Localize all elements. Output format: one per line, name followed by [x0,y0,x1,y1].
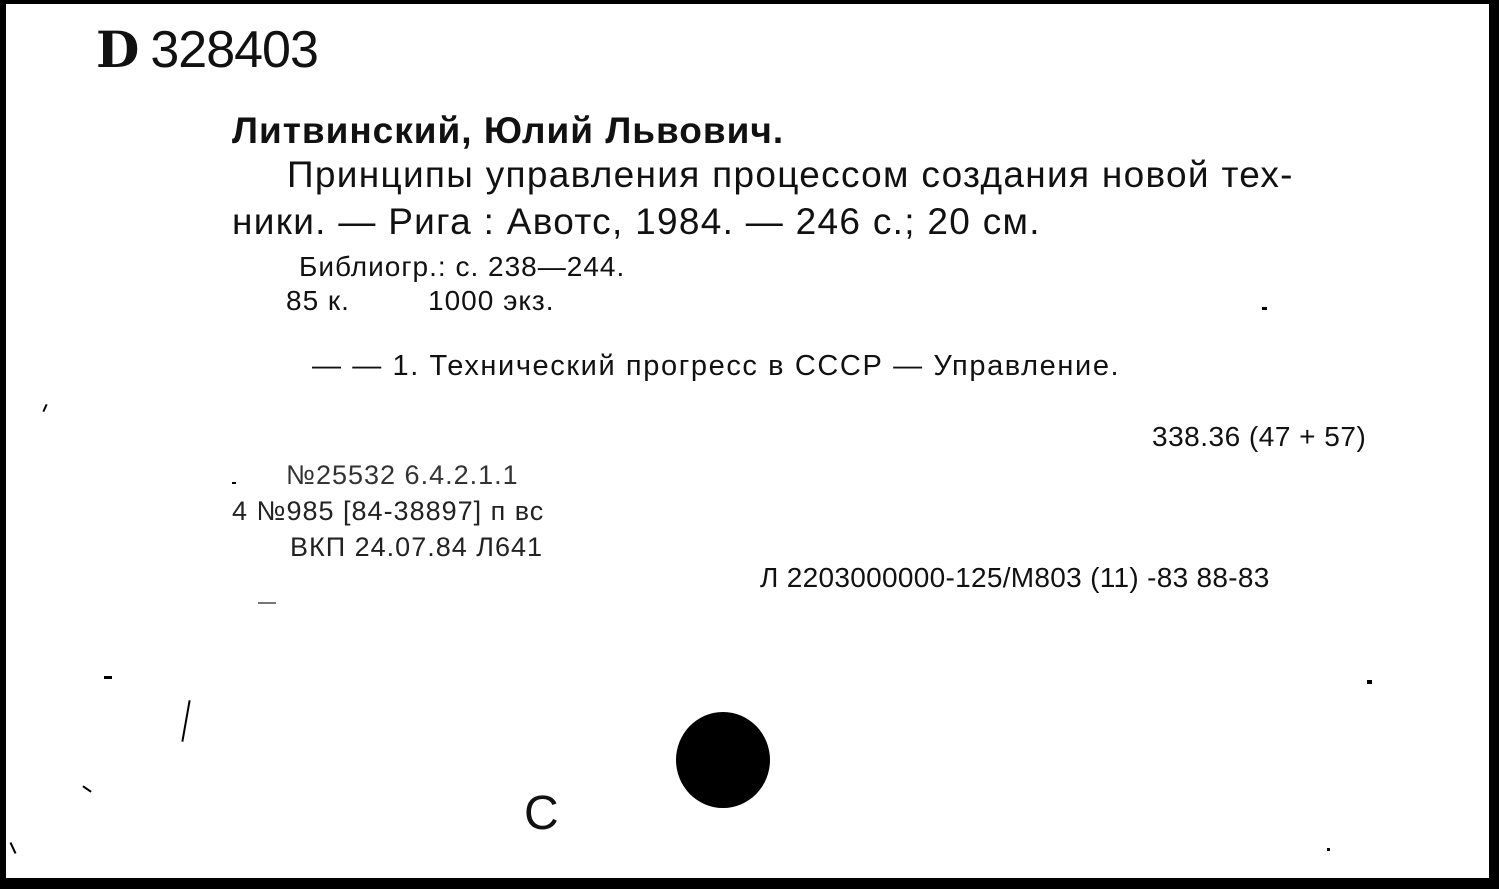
scan-speck [258,602,276,604]
call-number-value: 328403 [150,21,318,79]
price: 85 к. [286,285,350,316]
scan-speck [82,785,91,792]
registry-line-1: №25532 6.4.2.1.1 [286,460,519,490]
bibliography-note: Библиогр.: с. 238—244. [299,251,626,282]
title-line-1: Принципы управления процессом создания новой тех- [287,154,1294,195]
card-border-bottom [0,878,1499,889]
scan-speck [1262,307,1267,310]
corner-letter: С [524,787,559,840]
card-border-right [1489,0,1499,889]
punch-hole [676,712,770,808]
author-heading: Литвинский, Юлий Львович. [232,110,785,151]
udc-classification: 338.36 (47 + 57) [1152,421,1367,452]
registry-line-2: 4 №985 [84-38897] п вс [232,496,545,526]
title-line-2: ники. — Рига : Авотс, 1984. — 246 с.; 20 см. [232,201,1041,242]
catalog-code: Л 2203000000-125/М803 (11) -83 88-83 [760,562,1270,593]
scan-speck [104,676,112,679]
card-border-top [0,0,1499,4]
call-number-prefix: D [96,20,139,79]
card-border-left [0,0,6,889]
scan-speck [1327,848,1330,851]
subject-heading: — — 1. Технический прогресс в СССР — Управление. [312,350,1121,382]
registry-line-3: ВКП 24.07.84 Л641 [290,532,544,562]
call-number [96,20,318,79]
scan-speck [1367,680,1372,684]
circulation: 1000 экз. [428,285,555,316]
scan-speck [181,700,190,742]
scan-speck [232,482,236,484]
scan-speck [42,404,47,412]
scan-speck [10,842,17,854]
